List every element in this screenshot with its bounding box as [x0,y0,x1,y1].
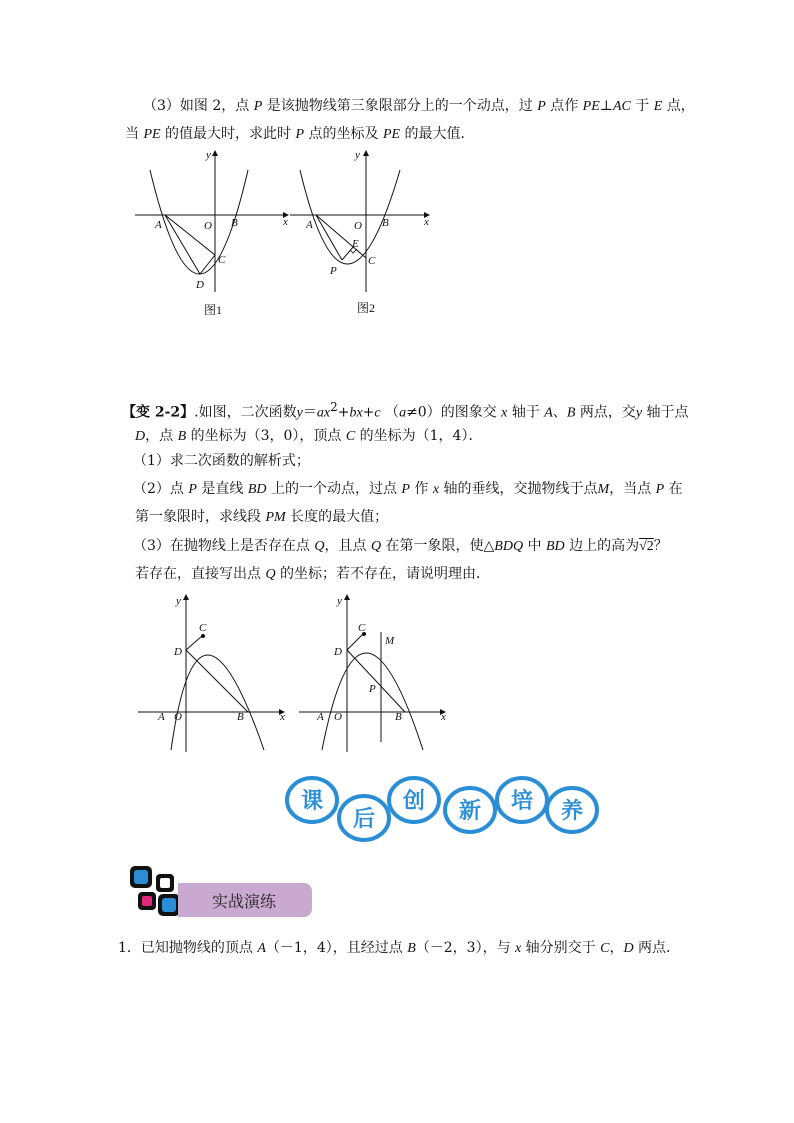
text-run: ，当点 [609,481,656,497]
label-B: B [382,217,389,229]
label-A: A [306,219,313,231]
text-run: （－1，4），且经过点 [265,940,408,956]
text-run: 在第一象限，使△ [381,538,495,554]
text-run: BD [247,482,267,497]
section-icon [126,862,182,918]
text-run: 轴于点 [642,404,689,421]
label-O: O [334,711,342,723]
text-run: 轴的垂线，交抛物线于点 [439,481,598,497]
label-D: D [174,646,182,658]
text-run: E [653,99,663,114]
label-O: O [204,220,212,232]
text-run: 【变 2-2】 [122,404,195,421]
y-axis-arrow [212,150,218,156]
figure-4 [297,592,457,762]
label-C: C [358,622,366,634]
banner-char: 养 [560,799,584,824]
label-A: A [155,219,162,231]
text-run: C [345,429,356,444]
text-run: PM [265,510,286,525]
label-C: C [199,622,207,634]
label-C: C [218,254,226,266]
banner-char: 后 [352,807,376,832]
text-run: P [295,127,305,142]
exercise-1 [118,938,680,959]
banner-char: 新 [458,799,482,824]
text-run: P [188,482,197,497]
variant-q3-line1 [133,536,668,557]
text-run: ＝ [302,404,317,421]
label-P: P [330,265,337,277]
text-run: 于 [630,98,654,114]
text-run: 点作 [545,98,583,114]
text-run: √2 [639,539,654,554]
text-run: 作 [409,481,433,497]
parabola [171,655,264,750]
text-run: 是该抛物线第三象限部分上的一个动点，过 [262,98,538,114]
section-title: 实战演练 [212,892,277,911]
text-run: Q [370,539,382,554]
segment-AP [316,215,342,260]
text-run: ，点 [145,428,178,444]
figure-1-caption: 图1 [204,303,223,317]
y-axis-arrow [344,594,350,600]
text-run: 轴分别交于 [521,940,601,956]
text-run: 的值最大时，求此时 [160,126,296,142]
text-run: 点， [662,98,695,114]
variant-q2-line1 [133,479,683,500]
label-y: y [176,595,181,607]
label-B: B [395,711,402,723]
text-run: （ [380,404,400,421]
label-y: y [337,595,342,607]
text-run: 中 [523,538,546,554]
text-run: 的最大值． [400,126,475,142]
text-run: AC [612,99,631,114]
text-run: 、 [552,404,567,421]
label-E: E [352,238,359,250]
text-run: PE [143,127,161,142]
text-run: + [337,404,350,421]
figure-1 [135,150,295,310]
text-run: y [296,405,303,421]
text-run: D [135,429,146,444]
text-run: P [537,99,546,114]
label-y: y [355,149,360,161]
text-run: 在 [664,481,683,497]
text-run: ax [316,405,331,421]
text-run: 的坐标；若不存在，请说明理由． [275,566,491,582]
parabola [322,653,423,750]
text-run: 两点，交 [575,404,636,421]
text-run: 长度的最大值； [285,509,389,525]
text-run: C [600,941,610,956]
after-class-banner [280,770,600,850]
text-run: 轴于 [507,404,545,421]
text-run: PE [582,99,600,114]
text-run: D [623,941,634,956]
figure-2 [290,150,450,310]
text-run: 是直线 [196,481,248,497]
text-run: 当 [125,126,144,142]
segment-DB [186,650,248,712]
text-run: 的坐标为（3，0），顶点 [186,428,346,444]
text-run: B [407,941,416,956]
part3-line1 [143,96,695,117]
label-x: x [283,216,288,228]
banner-char: 课 [300,789,324,814]
text-run: ⊥ [599,98,613,114]
text-run: + [362,404,375,421]
label-x: x [441,711,446,723]
text-run: （2）点 [133,481,189,497]
text-run: PE [382,127,401,142]
text-run: 2 [330,400,338,414]
text-run: 边上的高为 [564,538,640,554]
text-run: 点的坐标及 [304,126,383,142]
y-axis-arrow [363,150,369,156]
variant-q1 [133,451,310,471]
text-run: Q [314,539,325,554]
segment-DC [186,636,202,650]
text-run: P [401,482,410,497]
text-run: 1．已知抛物线的顶点 [118,940,258,956]
text-run: 若存在，直接写出点 [135,566,266,582]
figure-3 [136,592,296,762]
text-run: （3）在抛物线上是否存在点 [133,538,315,554]
segment-DB [347,650,405,712]
text-run: A [544,405,553,421]
text-run: （1）求二次函数的解析式； [133,453,310,469]
text-run: M [597,482,610,497]
label-P: P [369,683,376,695]
banner-char: 创 [402,789,426,814]
text-run: x [501,405,508,421]
label-y: y [206,149,211,161]
text-run: 的坐标为（1，4）． [355,428,483,444]
text-run: P [253,99,263,114]
variant-line2 [135,426,482,447]
text-run: ？ [653,538,668,554]
text-run: （－2，3），与 [415,940,516,956]
y-axis-arrow [183,594,189,600]
text-run: A [257,941,266,956]
label-B: B [237,711,244,723]
variant-q3-line2 [135,564,490,585]
text-run: ，且点 [324,538,371,554]
text-run: x [432,482,440,497]
variant-line1 [122,397,689,424]
text-run: B [177,429,187,444]
segment-DC [347,634,363,650]
figure-2-caption: 图2 [357,301,376,315]
label-O: O [354,220,362,232]
text-run: 第一象限时，求线段 [135,509,266,525]
text-run: 两点． [633,940,681,956]
banner-char: 培 [510,789,534,814]
text-run: c [374,405,381,421]
text-run: a [399,405,407,421]
segment-AD [165,215,200,274]
text-run: B [566,405,576,421]
text-run: x [515,941,522,956]
text-run: P [655,482,665,497]
text-run: ， [609,940,624,956]
label-A: A [158,711,165,723]
text-run: Q [265,567,276,582]
text-run: ≠0）的图象交 [406,404,502,421]
text-run: BD [545,539,565,554]
label-A: A [317,711,324,723]
variant-q2-line2 [135,507,388,528]
label-B: B [231,217,238,229]
text-run: BDQ [494,539,524,554]
label-D: D [196,279,204,291]
label-M: M [385,635,395,647]
text-run: bx [349,405,363,421]
vertex-C-point [201,634,205,638]
text-run: .如图，二次函数 [194,404,297,421]
label-O: O [174,711,182,723]
label-x: x [280,711,285,723]
label-x: x [424,216,429,228]
label-C: C [368,255,376,267]
label-D: D [334,646,342,658]
section-badge [178,883,312,917]
part3-line2 [125,124,475,145]
text-run: （3）如图 2，点 [143,98,254,114]
text-run: y [635,405,643,421]
text-run: 上的一个动点，过点 [266,481,402,497]
